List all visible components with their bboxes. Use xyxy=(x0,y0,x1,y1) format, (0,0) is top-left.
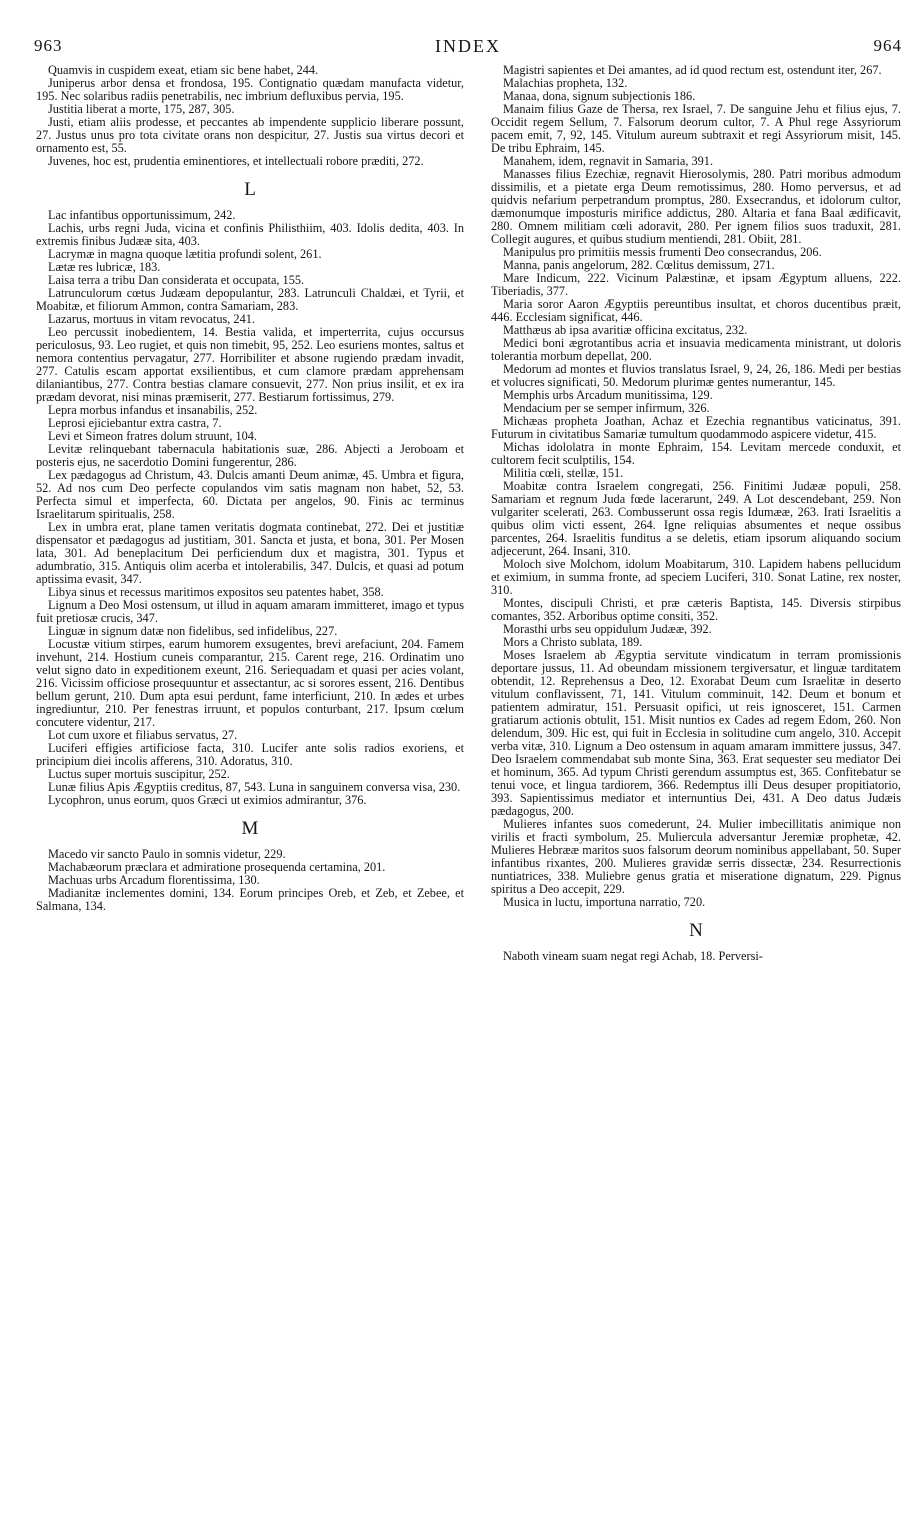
index-entry: Michas idololatra in monte Ephraim, 154. Levitam mercede conduxit, et cultorem fecit sculptilis, 154. xyxy=(491,440,901,467)
index-entry: Militia cœli, stellæ, 151. xyxy=(503,466,624,480)
left-column xyxy=(36,64,464,913)
index-entry: Mare Indicum, 222. Vicinum Palæstinæ, et ipsam Ægyptum alluens, 222. Tiberiadis, 377. xyxy=(491,271,901,298)
index-entry: Levitæ relinquebant tabernacula habitationis suæ, 286. Abjecti a Jeroboam et posteris ejus, ne sacerdotio Domini fungerentur, 286. xyxy=(36,442,464,469)
index-entry: Mendacium per se semper infirmum, 326. xyxy=(503,401,710,415)
page-number-left: 963 xyxy=(34,36,63,55)
index-entry: Lazarus, mortuus in vitam revocatus, 241. xyxy=(48,312,255,326)
index-entry: Matthæus ab ipsa avaritiæ officina excitatus, 232. xyxy=(503,323,748,337)
index-entry: Musica in luctu, importuna narratio, 720. xyxy=(503,895,706,909)
index-entry: Moabitæ contra Israelem congregati, 256. Finitimi Judææ populi, 258. Samariam et regnum Juda fœde lacerarunt, 249. A Lot descendebant, 259. Non vulgariter scelerati, 263. Combusserunt ossa regis Idumææ, 263. Irati Israelitis a quibus olim victi essent, 264. Igne reliquias absumentes et neque ossibus parcentes, 264. Israelitis funditus a se deletis, etiam ipsorum aliquando socium adjecerunt, 264. Insani, 310. xyxy=(491,479,901,558)
index-entry: Lignum a Deo Mosi ostensum, ut illud in aquam amaram immitteret, imago et typus fuit pretiosæ crucis, 347. xyxy=(36,598,464,625)
index-entry: Manaim filius Gaze de Thersa, rex Israel, 7. De sanguine Jehu et filius ejus, 7. Occidit regem Sellum, 7. Falsorum deorum cultor, 7. A Phul rege Assyriorum pacem emit, 7, 92, 145. Vitulum aureum subtraxit et regi Assyriorum misit, 145. De tribu Ephraim, 145. xyxy=(491,102,901,155)
index-entry: Mors a Christo sublata, 189. xyxy=(503,635,643,649)
index-entry: Juniperus arbor densa et frondosa, 195. Contignatio quædam manufacta videtur, 195. Nec solaribus radiis penetrabilis, nec imbrium defluxibus pervia, 195. xyxy=(36,76,464,103)
index-entry: Manna, panis angelorum, 282. Cœlitus demissum, 271. xyxy=(503,258,775,272)
index-entry: Libya sinus et recessus maritimos expositos seu patentes habet, 358. xyxy=(48,585,384,599)
index-entry: Moses Israelem ab Ægyptia servitute vindicatum in terram promissionis deportare jussus, 11. Ad obeundam missionem tergiversatur, et linguæ tarditatem obtendit, 12. Reprehensus a Deo, 12. Exorabat Deum cum Israelitæ in deserto vitulum conflavissent, 71, 141. Vitulum comminuit, 142. Deum et bonum et patientem admiratur, 151. Persuasit opifici, ut reis ignosceret, 151. Carmen gratiarum actionis obtulit, 151. Misit nuntios ex Cades ad regem Edom, 260. Non delendum, 309. Hic est, qui fuit in Ecclesia in solitudine cum angelo, 310. Accepit verba vitæ, 310. Lignum a Deo ostensum in aquam amaram immittere jussus, 347. Deo Israelem commendabat sub monte Sina, 363. Erat sequester seu mediator Dei et hominum, 365. Ad typum Christi gerendum assumptus est, 365. Confitebatur se tenui voce, et lingua tardiorem, 366. Redemptus illi Deus desuper propitiatorio, 393. Sapientissimus mediator et internuntius Dei, 431. A Deo datus Judæis pædagogus, 200. xyxy=(491,648,901,818)
index-entry: Lot cum uxore et filiabus servatus, 27. xyxy=(48,728,238,742)
index-entry: Manipulus pro primitiis messis frumenti Deo consecrandus, 206. xyxy=(503,245,822,259)
index-entry: Machabæorum præclara et admiratione prosequenda certamina, 201. xyxy=(48,860,386,874)
section-letter-n: N xyxy=(689,920,703,941)
right-column xyxy=(491,64,901,963)
page-title: INDEX xyxy=(435,36,501,56)
index-entry: Montes, discipuli Christi, et præ cæteris Baptista, 145. Diversis stirpibus comantes, 352. Arboribus optime consiti, 352. xyxy=(491,596,901,623)
index-entry: Lachis, urbs regni Juda, vicina et confinis Philisthiim, 403. Idolis dedita, 403. In extremis finibus Judææ sita, 403. xyxy=(36,221,464,248)
page-header xyxy=(34,36,902,58)
index-entry: Lepra morbus infandus et insanabilis, 252. xyxy=(48,403,258,417)
index-entry: Laisa terra a tribu Dan considerata et occupata, 155. xyxy=(48,273,305,287)
index-entry: Leo percussit inobedientem, 14. Bestia valida, et imperterrita, cujus occursus periculosus, 93. Leo rugiet, et quis non timebit, 95, 252. Leo esuriens montes, saltus et nemora contentius pervagatur, 277. Horribiliter et absone rugiendo prædam invadit, 277. Catulis escam apportat exsilientibus, et cum clamore prædam apprehensam dilaniantibus, 277. Contra bestias clamare consuevit, 277. Non prius insilit, et ex ira prædam devorat, nisi minas præmiserit, 277. Bestiarum fortissimus, 279. xyxy=(36,325,464,404)
index-entry: Lac infantibus opportunissimum, 242. xyxy=(48,208,236,222)
index-entry: Lycophron, unus eorum, quos Græci ut eximios admirantur, 376. xyxy=(48,793,367,807)
index-entry: Naboth vineam suam negat regi Achab, 18. Perversi- xyxy=(503,949,763,963)
index-entry: Linguæ in signum datæ non fidelibus, sed infidelibus, 227. xyxy=(48,624,338,638)
index-entry: Luciferi effigies artificiose facta, 310. Lucifer ante solis radios exoriens, et principium diei incolis afferens, 310. Adoratus, 310. xyxy=(36,741,464,768)
index-entry: Levi et Simeon fratres dolum struunt, 104. xyxy=(48,429,258,443)
index-entry: Leprosi ejiciebantur extra castra, 7. xyxy=(48,416,222,430)
entries-l xyxy=(36,209,464,807)
index-entry: Lunæ filius Apis Ægyptiis creditus, 87, 543. Luna in sanguinem conversa visa, 230. xyxy=(48,780,461,794)
index-entry: Moloch sive Molchom, idolum Moabitarum, 310. Lapidem habens pellucidum et eximium, in summa fronte, ad speciem Luciferi, 310. Sonat Latine, rex noster, 310. xyxy=(491,557,901,597)
index-entry: Michæas propheta Joathan, Achaz et Ezechia regnantibus vaticinatus, 391. Futurum in civitatibus Samariæ tumultum quodammodo aspicere videtur, 415. xyxy=(491,414,901,441)
index-entry: Latrunculorum cœtus Judæam depopulantur, 283. Latrunculi Chaldæi, et Tyrii, et Moabitæ, et filiorum Ammon, contra Samariam, 283. xyxy=(36,286,464,313)
section-letter-l: L xyxy=(244,179,256,200)
entries-m-continued xyxy=(491,64,901,909)
entries-n xyxy=(491,950,901,963)
page-number-right: 964 xyxy=(873,36,902,55)
index-entry: Luctus super mortuis suscipitur, 252. xyxy=(48,767,230,781)
index-entry: Justi, etiam aliis prodesse, et peccantes ab impendente supplicio liberare possunt, 27. Justus unus pro tota civitate orans non despicitur, 27. Justis sua virtus decori et ornamento est, 55. xyxy=(36,115,464,155)
index-entry: Quamvis in cuspidem exeat, etiam sic bene habet, 244. xyxy=(48,63,319,77)
index-entry: Macedo vir sancto Paulo in somnis videtur, 229. xyxy=(48,847,286,861)
index-entry: Manasses filius Ezechiæ, regnavit Hierosolymis, 280. Patri moribus admodum dissimilis, et a pietate erga Deum remotissimus, 280. Homo perversus, et ad quidvis nefarium perpetrandum promptus, 280. Exsecrandus, et idolorum cultor, dæmonumque imposturis mirifice addictus, 280. Altaria et fana Baal ædificavit, 280. Omnem militiam cœli adoravit, 280. Per ignem filios suos traduxit, 281. Collegit augures, et quibus studium mentiendi, 281. Obiit, 281. xyxy=(491,167,901,246)
index-entry: Medici boni ægrotantibus acria et insuavia medicamenta ministrant, ut doloris tolerantia morbum depellat, 200. xyxy=(491,336,901,363)
entries-pre xyxy=(36,64,464,168)
index-entry: Lex pædagogus ad Christum, 43. Dulcis amanti Deum animæ, 45. Umbra et figura, 52. Ad nos cum Deo perfecte copulandos vim satis magnam non habet, 52, 53. Perfecta simul et imperfecta, 60. Dictata per angelos, 90. Finis ac terminus Israelitarum spiritualis, 258. xyxy=(36,468,464,521)
index-entry: Locustæ vitium stirpes, earum humorem exsugentes, brevi arefaciunt, 204. Famem invehunt, 214. Hostium cuneis comparantur, 215. Carent rege, 216. Ordinatim uno velut signo dato in expeditionem exeunt, 216. Seriequadam et quasi per acies volant, 216. Vicissim officiose prosequuntur et assectantur, ac si sorores essent, 216. Dentibus bellum gerunt, 210. Dum apta esui perdunt, fame interficiunt, 210. In ædes et urbes ingrediuntur, 210. Per fenestras irruunt, et populos conturbant, 217. Ipsum cœlum concutere videntur, 217. xyxy=(36,637,464,729)
index-entry: Madianitæ inclementes domini, 134. Eorum principes Oreb, et Zeb, et Zebee, et Salmana, 134. xyxy=(36,886,464,913)
index-entry: Juvenes, hoc est, prudentia eminentiores, et intellectuali robore præditi, 272. xyxy=(48,154,424,168)
index-entry: Medorum ad montes et fluvios translatus Israel, 9, 24, 26, 186. Medi per bestias et volucres significati, 50. Medorum plurimæ gentes numerantur, 145. xyxy=(491,362,901,389)
index-entry: Lex in umbra erat, plane tamen veritatis dogmata continebat, 272. Dei et justitiæ dispensator et pædagogus ad justitiam, 301. Sancta et justa, et bona, 301. Per Mosen lata, 301. Ad beneplacitum Dei perficiendum dux et magistra, 301. Typus et adumbratio, 315. Antiquis olim acerba et intolerabilis, 347. Dulcis, et quasi ad potum aptissima evasit, 347. xyxy=(36,520,464,586)
index-entry: Lacrymæ in magna quoque lætitia profundi solent, 261. xyxy=(48,247,322,261)
index-entry: Manahem, idem, regnavit in Samaria, 391. xyxy=(503,154,714,168)
index-entry: Maria soror Aaron Ægyptiis pereuntibus insultat, et choros ducentibus præit, 446. Ecclesiam significat, 446. xyxy=(491,297,901,324)
section-letter-m: M xyxy=(241,818,259,839)
index-entry: Memphis urbs Arcadum munitissima, 129. xyxy=(503,388,713,402)
index-entry: Malachias propheta, 132. xyxy=(503,76,628,90)
index-entry: Manaa, dona, signum subjectionis 186. xyxy=(503,89,696,103)
index-entry: Magistri sapientes et Dei amantes, ad id quod rectum est, ostendunt iter, 267. xyxy=(503,63,882,77)
index-entry: Morasthi urbs seu oppidulum Judææ, 392. xyxy=(503,622,712,636)
index-entry: Mulieres infantes suos comederunt, 24. Mulier imbecillitatis animique non virilis et fracti symbolum, 25. Muliercula adversantur Jeremiæ prophetæ, 42. Mulieres Hebrææ maritos suos falsorum deorum nominibus appellabant, 50. Super infantibus rixantes, 200. Mulieres gravidæ serris dissectæ, 234. Resurrectionis nuntiatrices, 338. Muliebre genus gratia et miseratione dignatum, 229. Pignus spiritus a Deo accepit, 229. xyxy=(491,817,901,896)
index-entry: Lætæ res lubricæ, 183. xyxy=(48,260,161,274)
index-entry: Justitia liberat a morte, 175, 287, 305. xyxy=(48,102,235,116)
index-entry: Machuas urbs Arcadum florentissima, 130. xyxy=(48,873,260,887)
entries-m xyxy=(36,848,464,913)
